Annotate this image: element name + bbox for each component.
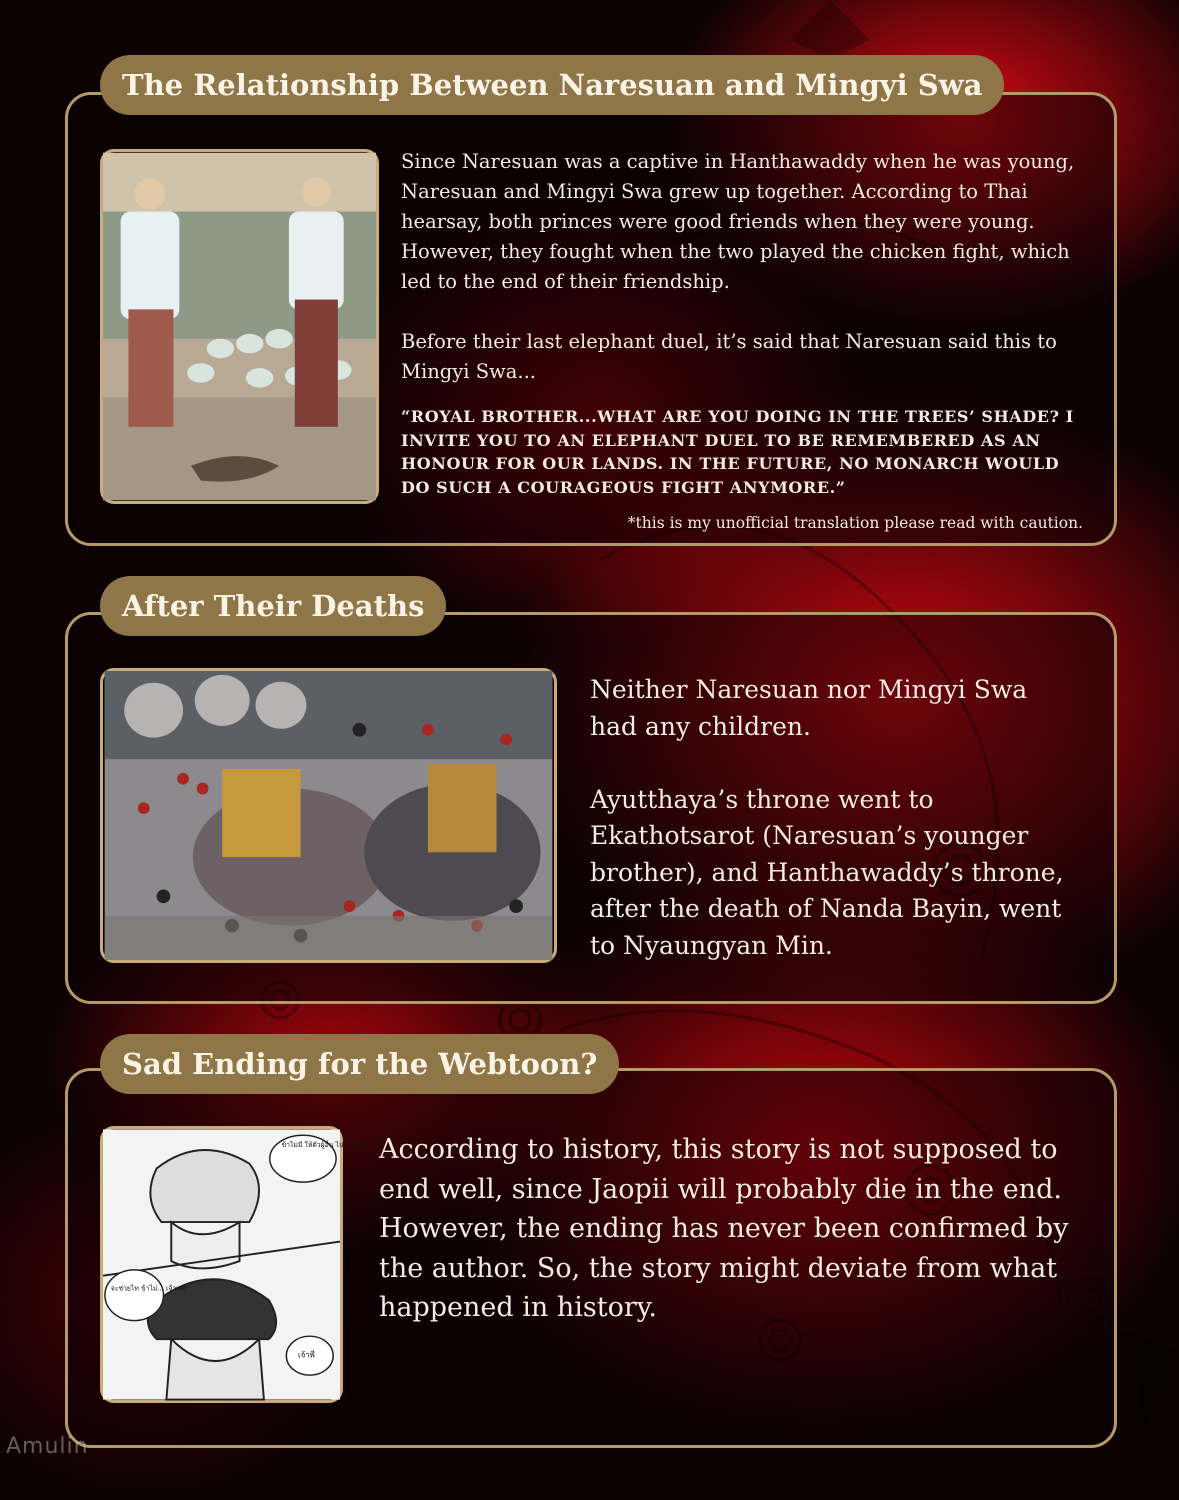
section-sad-ending-title: Sad Ending for the Webtoon? [100,1034,619,1094]
section-sad-ending-body [379,1130,1094,1328]
section-after-deaths-body [590,672,1080,1001]
princes-mural-image [100,149,379,504]
section-relationship-title: The Relationship Between Naresuan and Mingyi Swa [100,55,1004,115]
naresuan-quote: “ROYAL BROTHER...WHAT ARE YOU DOING IN THE TREES’ SHADE? I INVITE YOU TO AN ELEPHANT DUEL TO BE REMEMBERED AS AN HONOUR FOR OUR LANDS. IN THE FUTURE, NO MONARCH WOULD DO SUCH A COURAGEOUS FIGHT ANYMORE.” [401,407,1074,497]
paragraph: Before their last elephant duel, it’s said that Naresuan said this to Mingyi Swa... [401,330,1057,383]
webtoon-panels-image [100,1126,361,1403]
speech-bubble-2: จะช่วยไท ข้าไม่... เจ้าเล่ย [110,1284,187,1293]
speech-bubble-1: ข้าไม่มี ให้ตัวผู้อื่น ไป ทีเดย [281,1140,361,1149]
translation-note: *this is my unofficial translation please read with caution. [627,514,1083,532]
artist-signature: Amulin [6,1434,89,1459]
speech-bubble-3: เจ้าพี่ [298,1350,315,1360]
elephant-battle-mural-image [100,668,557,963]
section-relationship-body [401,147,1081,499]
paragraph: Ayutthaya’s throne went to Ekathotsarot (Naresuan’s younger brother), and Hanthawaddy’s throne, after the death of Nanda Bayin, went to Nyaungyan Min. [590,784,1064,960]
paragraph: Since Naresuan was a captive in Hanthawaddy when he was young, Naresuan and Mingyi Swa grew up together. According to Thai hearsay, both princes were good friends when they were young. However, they fought when the two played the chicken fight, which led to the end of their friendship. [401,150,1075,293]
section-after-deaths-title: After Their Deaths [100,576,446,636]
paragraph: According to history, this story is not supposed to end well, since Jaopii will probably die in the end. However, the ending has never been confirmed by the author. So, the story might deviate from what happened in history. [379,1134,1069,1323]
paragraph: Neither Naresuan nor Mingyi Swa had any children. [590,675,1028,741]
